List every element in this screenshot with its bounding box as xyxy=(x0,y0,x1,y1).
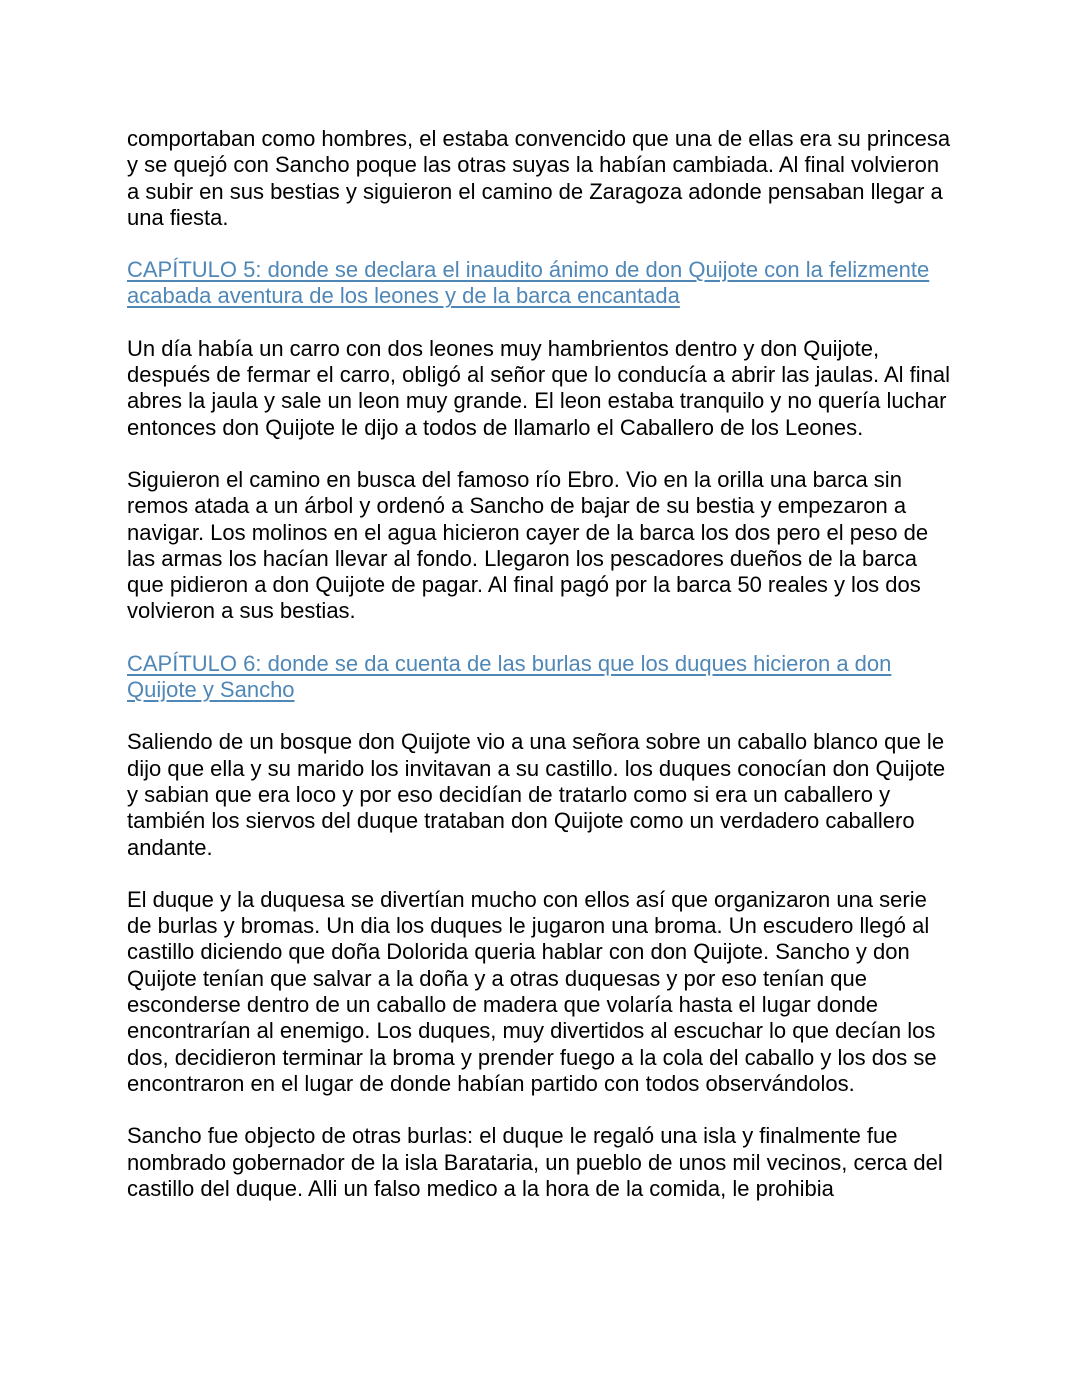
paragraph-boat: Siguieron el camino en busca del famoso río Ebro. Vio en la orilla una barca sin remos atada a un árbol y ordenó a Sancho de bajar de su bestia y empezaron a navigar. Los molinos en el agua hicieron cayer de la barca los dos pero el peso de las armas los hacían llevar al fondo. Llegaron los pescadores dueños de la barca que pidieron a don Quijote de pagar. Al final pagó por la barca 50 reales y los dos volvieron a sus bestias. xyxy=(127,466,929,624)
paragraph-dukes-joke: El duque y la duquesa se divertían mucho con ellos así que organizaron una serie de burlas y bromas. Un dia los duques le jugaron una broma. Un escudero llegó al castillo diciendo que doña Dolorida queria hablar con don Quijote. Sancho y don Quijote tenían que salvar a la doña y a otras duquesas y por eso tenían que esconderse dentro de un caballo de madera que volaría hasta el lugar donde encontrarían al enemigo. Los duques, muy divertidos al escuchar lo que decían los dos, decidieron terminar la broma y prender fuego a la cola del caballo y los dos se encontraron en el lugar de donde habían partido con todos observándolos. xyxy=(127,886,937,1096)
paragraph-intro: comportaban como hombres, el estaba convencido que una de ellas era su princesa y se quejó con Sancho poque las otras suyas la habían cambiada. Al final volvieron a subir en sus bestias y siguieron el camino de Zaragoza adonde pensaban llegar a una fiesta. xyxy=(127,126,951,230)
chapter-6-heading-link[interactable]: CAPÍTULO 6: donde se da cuenta de las burlas que los duques hicieron a don Quijote y Sancho xyxy=(127,650,892,703)
paragraph-sancho-governor: Sancho fue objecto de otras burlas: el duque le regaló una isla y finalmente fue nombrado gobernador de la isla Barataria, un pueblo de unos mil vecinos, cerca del castillo del duque. Alli un falso medico a la hora de la comida, le prohibia xyxy=(127,1123,943,1201)
paragraph-dukes-castle: Saliendo de un bosque don Quijote vio a una señora sobre un caballo blanco que le dijo que ella y su marido los invitavan a su castillo. los duques conocían don Quijote y sabian que era loco y por eso decidían de tratarlo como si era un caballero y también los siervos del duque trataban don Quijote como un verdadero caballero andante. xyxy=(127,729,946,860)
paragraph-lions: Un día había un carro con dos leones muy hambrientos dentro y don Quijote, después de fermar el carro, obligó al señor que lo conducía a abrir las jaulas. Al final abres la jaula y sale un leon muy grande. El leon estaba tranquilo y no quería luchar entonces don Quijote le dijo a todos de llamarlo el Caballero de los Leones. xyxy=(127,335,951,440)
document-page xyxy=(127,126,957,1228)
chapter-5-heading-link[interactable]: CAPÍTULO 5: donde se declara el inaudito ánimo de don Quijote con la felizmente acabada aventura de los leones y de la barca encantada xyxy=(127,257,930,309)
